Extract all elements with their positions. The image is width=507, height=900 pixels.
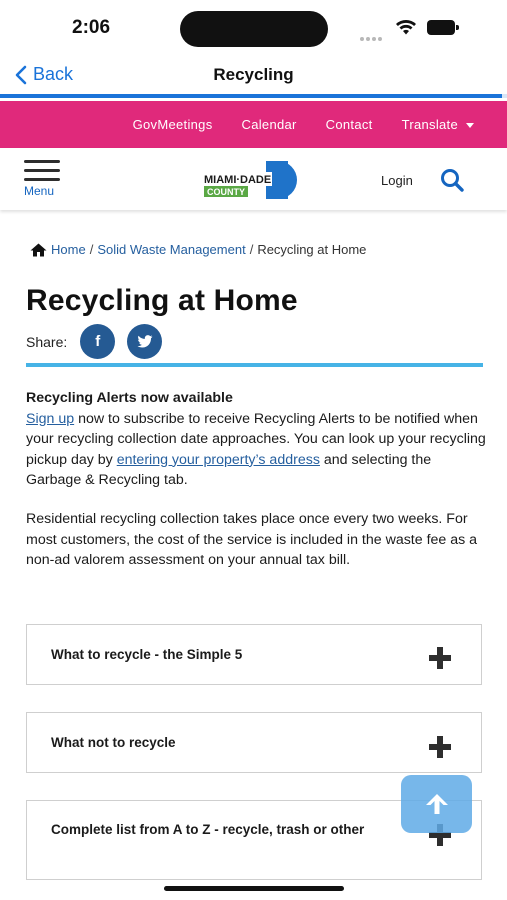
plus-icon	[429, 736, 451, 758]
home-icon	[30, 243, 47, 257]
facebook-share-button[interactable]	[80, 324, 115, 359]
recycling-alerts-block	[26, 388, 486, 491]
accordion-simple-5[interactable]	[26, 624, 482, 685]
accordion-label: What to recycle - the Simple 5	[51, 647, 243, 662]
calendar-link[interactable]: Calendar	[241, 117, 297, 132]
property-address-link[interactable]: entering your property’s address	[116, 451, 320, 468]
svg-text:MIAMI·DADE: MIAMI·DADE	[204, 174, 272, 186]
collection-schedule-paragraph: Residential recycling collection takes place once every two weeks. For most customers, the cost of the service is included in the waste fee as a non-ad valorem assessment on your annual tax bill.	[26, 511, 478, 568]
menu-button[interactable]	[24, 160, 64, 198]
accordion-what-not-to-recycle[interactable]	[26, 712, 482, 773]
status-bar	[0, 0, 507, 56]
breadcrumb-solid-waste[interactable]: Solid Waste Management	[97, 242, 246, 257]
accent-divider	[26, 363, 483, 367]
breadcrumb	[30, 242, 366, 257]
twitter-icon	[137, 335, 153, 348]
navigation-bar	[0, 56, 507, 96]
caret-down-icon	[466, 123, 474, 128]
nav-title: Recycling	[213, 65, 294, 84]
utility-bar	[0, 101, 507, 148]
accordion-label: Complete list from A to Z - recycle, trash or other	[51, 822, 365, 837]
scroll-to-top-button[interactable]	[401, 775, 472, 833]
camera-notch	[180, 11, 328, 47]
twitter-share-button[interactable]	[127, 324, 162, 359]
alerts-text-part2: and selecting the Garbage & Recycling tab.	[26, 451, 432, 488]
translate-label: Translate	[401, 117, 458, 132]
breadcrumb-home[interactable]: Home	[51, 242, 86, 257]
search-icon[interactable]	[440, 168, 466, 192]
breadcrumb-separator: /	[89, 242, 94, 257]
page-load-progress	[0, 94, 507, 98]
chevron-left-icon	[14, 65, 27, 85]
alerts-heading: Recycling Alerts now available	[26, 390, 233, 406]
progress-fill	[0, 94, 502, 98]
contact-link[interactable]: Contact	[325, 117, 373, 132]
back-label: Back	[33, 64, 74, 84]
home-indicator	[164, 886, 344, 891]
breadcrumb-current: Recycling at Home	[257, 242, 367, 257]
battery-icon	[427, 20, 460, 35]
back-button[interactable]	[14, 64, 73, 85]
share-row	[26, 324, 174, 359]
status-time: 2:06	[72, 17, 111, 38]
share-label: Share:	[26, 333, 68, 350]
breadcrumb-separator: /	[249, 242, 254, 257]
page-title: Recycling at Home	[26, 284, 298, 317]
hamburger-icon	[24, 160, 60, 163]
site-header	[0, 148, 507, 210]
govmeetings-link[interactable]: GovMeetings	[132, 117, 213, 132]
sign-up-link[interactable]: Sign up	[26, 410, 75, 427]
arrow-up-icon	[424, 792, 450, 816]
alerts-text	[26, 409, 486, 491]
login-link[interactable]: Login	[381, 173, 413, 188]
accordion-label: What not to recycle	[51, 735, 176, 750]
wifi-icon	[395, 18, 417, 36]
menu-label: Menu	[24, 184, 55, 198]
miami-dade-county-logo[interactable]	[202, 161, 306, 199]
plus-icon	[429, 647, 451, 669]
alerts-text-part1: now to subscribe to receive Recycling Alerts to be notified when your recycling collection date approaches. You can look up your recycling pickup day by	[26, 410, 486, 468]
cellular-signal-icon	[360, 28, 384, 46]
translate-dropdown[interactable]	[402, 117, 474, 132]
facebook-icon: f	[95, 333, 101, 350]
svg-text:COUNTY: COUNTY	[207, 187, 245, 197]
